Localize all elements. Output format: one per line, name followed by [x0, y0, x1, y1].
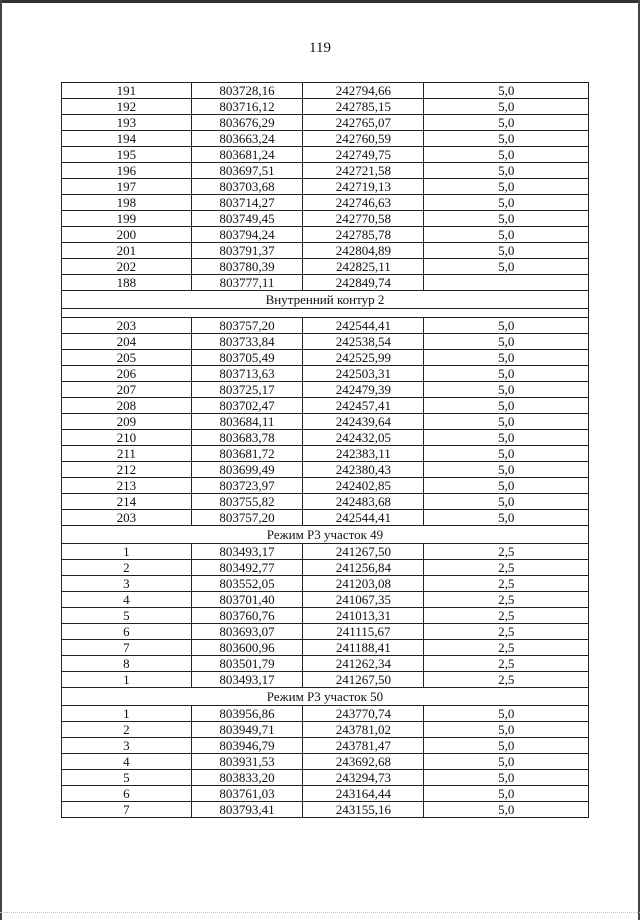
point-number-cell: 5 — [62, 770, 192, 786]
y-coordinate-cell: 242749,75 — [303, 147, 424, 163]
point-number-cell: 193 — [62, 115, 192, 131]
page-bottom-edge — [0, 912, 640, 914]
table-row — [62, 608, 589, 624]
tolerance-cell: 5,0 — [424, 334, 589, 350]
table-row — [62, 592, 589, 608]
x-coordinate-cell: 803946,79 — [191, 738, 302, 754]
tolerance-cell: 2,5 — [424, 576, 589, 592]
y-coordinate-cell: 242503,31 — [303, 366, 424, 382]
y-coordinate-cell: 242439,64 — [303, 414, 424, 430]
spacer-row — [62, 309, 589, 318]
table-row — [62, 334, 589, 350]
x-coordinate-cell: 803683,78 — [191, 430, 302, 446]
tolerance-cell: 2,5 — [424, 624, 589, 640]
tolerance-cell: 5,0 — [424, 131, 589, 147]
coordinates-table-body — [62, 83, 589, 818]
tolerance-cell: 5,0 — [424, 259, 589, 275]
table-row — [62, 414, 589, 430]
y-coordinate-cell: 242794,66 — [303, 83, 424, 99]
point-number-cell: 212 — [62, 462, 192, 478]
section-heading: Режим Р3 участок 49 — [62, 526, 589, 544]
point-number-cell: 6 — [62, 624, 192, 640]
point-number-cell: 202 — [62, 259, 192, 275]
y-coordinate-cell: 241115,67 — [303, 624, 424, 640]
x-coordinate-cell: 803600,96 — [191, 640, 302, 656]
x-coordinate-cell: 803757,20 — [191, 318, 302, 334]
table-row — [62, 640, 589, 656]
table-row — [62, 259, 589, 275]
section-heading: Внутренний контур 2 — [62, 291, 589, 309]
tolerance-cell: 5,0 — [424, 163, 589, 179]
table-row — [62, 576, 589, 592]
tolerance-cell: 2,5 — [424, 544, 589, 560]
tolerance-cell: 5,0 — [424, 722, 589, 738]
point-number-cell: 213 — [62, 478, 192, 494]
point-number-cell: 4 — [62, 754, 192, 770]
x-coordinate-cell: 803794,24 — [191, 227, 302, 243]
tolerance-cell: 5,0 — [424, 382, 589, 398]
y-coordinate-cell: 242544,41 — [303, 318, 424, 334]
tolerance-cell: 5,0 — [424, 398, 589, 414]
point-number-cell: 201 — [62, 243, 192, 259]
tolerance-cell: 2,5 — [424, 656, 589, 672]
point-number-cell: 199 — [62, 211, 192, 227]
page-top-border — [0, 0, 640, 3]
tolerance-cell: 5,0 — [424, 366, 589, 382]
y-coordinate-cell: 242804,89 — [303, 243, 424, 259]
point-number-cell: 3 — [62, 738, 192, 754]
tolerance-cell: 5,0 — [424, 179, 589, 195]
x-coordinate-cell: 803749,45 — [191, 211, 302, 227]
y-coordinate-cell: 242544,41 — [303, 510, 424, 526]
y-coordinate-cell: 242760,59 — [303, 131, 424, 147]
tolerance-cell: 5,0 — [424, 754, 589, 770]
tolerance-cell: 5,0 — [424, 770, 589, 786]
point-number-cell: 211 — [62, 446, 192, 462]
x-coordinate-cell: 803760,76 — [191, 608, 302, 624]
table-row — [62, 131, 589, 147]
table-row — [62, 706, 589, 722]
tolerance-cell: 5,0 — [424, 83, 589, 99]
x-coordinate-cell: 803552,05 — [191, 576, 302, 592]
tolerance-cell: 5,0 — [424, 227, 589, 243]
table-row — [62, 115, 589, 131]
x-coordinate-cell: 803493,17 — [191, 672, 302, 688]
tolerance-cell: 5,0 — [424, 211, 589, 227]
x-coordinate-cell: 803733,84 — [191, 334, 302, 350]
x-coordinate-cell: 803777,11 — [191, 275, 302, 291]
tolerance-cell: 5,0 — [424, 115, 589, 131]
y-coordinate-cell: 242849,74 — [303, 275, 424, 291]
x-coordinate-cell: 803713,63 — [191, 366, 302, 382]
x-coordinate-cell: 803780,39 — [191, 259, 302, 275]
table-row — [62, 99, 589, 115]
x-coordinate-cell: 803728,16 — [191, 83, 302, 99]
section-heading-row — [62, 526, 589, 544]
point-number-cell: 196 — [62, 163, 192, 179]
y-coordinate-cell: 243155,16 — [303, 802, 424, 818]
coordinates-table — [61, 82, 589, 818]
point-number-cell: 1 — [62, 672, 192, 688]
point-number-cell: 214 — [62, 494, 192, 510]
tolerance-cell: 5,0 — [424, 738, 589, 754]
table-row — [62, 656, 589, 672]
tolerance-cell: 5,0 — [424, 318, 589, 334]
tolerance-cell: 5,0 — [424, 195, 589, 211]
point-number-cell: 203 — [62, 510, 192, 526]
table-row — [62, 754, 589, 770]
x-coordinate-cell: 803676,29 — [191, 115, 302, 131]
table-row — [62, 672, 589, 688]
table-row — [62, 318, 589, 334]
table-row — [62, 446, 589, 462]
page-number: 119 — [309, 40, 331, 56]
tolerance-cell: 5,0 — [424, 706, 589, 722]
point-number-cell: 2 — [62, 722, 192, 738]
point-number-cell: 206 — [62, 366, 192, 382]
x-coordinate-cell: 803705,49 — [191, 350, 302, 366]
tolerance-cell: 2,5 — [424, 672, 589, 688]
table-row — [62, 227, 589, 243]
y-coordinate-cell: 242785,78 — [303, 227, 424, 243]
x-coordinate-cell: 803723,97 — [191, 478, 302, 494]
table-row — [62, 350, 589, 366]
x-coordinate-cell: 803757,20 — [191, 510, 302, 526]
y-coordinate-cell: 242825,11 — [303, 259, 424, 275]
tolerance-cell: 2,5 — [424, 592, 589, 608]
tolerance-cell: 5,0 — [424, 802, 589, 818]
y-coordinate-cell: 242402,85 — [303, 478, 424, 494]
table-row — [62, 430, 589, 446]
table-row — [62, 382, 589, 398]
y-coordinate-cell: 242383,11 — [303, 446, 424, 462]
x-coordinate-cell: 803761,03 — [191, 786, 302, 802]
y-coordinate-cell: 241267,50 — [303, 672, 424, 688]
point-number-cell: 2 — [62, 560, 192, 576]
table-row — [62, 802, 589, 818]
point-number-cell: 194 — [62, 131, 192, 147]
table-row — [62, 624, 589, 640]
point-number-cell: 5 — [62, 608, 192, 624]
table-row — [62, 147, 589, 163]
x-coordinate-cell: 803501,79 — [191, 656, 302, 672]
point-number-cell: 4 — [62, 592, 192, 608]
point-number-cell: 8 — [62, 656, 192, 672]
table-row — [62, 179, 589, 195]
section-heading: Режим Р3 участок 50 — [62, 688, 589, 706]
table-row — [62, 478, 589, 494]
point-number-cell: 198 — [62, 195, 192, 211]
x-coordinate-cell: 803701,40 — [191, 592, 302, 608]
x-coordinate-cell: 803663,24 — [191, 131, 302, 147]
y-coordinate-cell: 242538,54 — [303, 334, 424, 350]
point-number-cell: 197 — [62, 179, 192, 195]
y-coordinate-cell: 243770,74 — [303, 706, 424, 722]
tolerance-cell: 5,0 — [424, 243, 589, 259]
tolerance-cell: 5,0 — [424, 430, 589, 446]
point-number-cell: 7 — [62, 802, 192, 818]
x-coordinate-cell: 803699,49 — [191, 462, 302, 478]
section-heading-row — [62, 291, 589, 309]
point-number-cell: 210 — [62, 430, 192, 446]
y-coordinate-cell: 242483,68 — [303, 494, 424, 510]
table-row — [62, 722, 589, 738]
point-number-cell: 200 — [62, 227, 192, 243]
tolerance-cell: 5,0 — [424, 494, 589, 510]
table-row — [62, 163, 589, 179]
tolerance-cell: 5,0 — [424, 478, 589, 494]
y-coordinate-cell: 241203,08 — [303, 576, 424, 592]
table-row — [62, 494, 589, 510]
tolerance-cell: 5,0 — [424, 350, 589, 366]
tolerance-cell — [424, 275, 589, 291]
table-row — [62, 786, 589, 802]
x-coordinate-cell: 803714,27 — [191, 195, 302, 211]
x-coordinate-cell: 803833,20 — [191, 770, 302, 786]
x-coordinate-cell: 803703,68 — [191, 179, 302, 195]
x-coordinate-cell: 803684,11 — [191, 414, 302, 430]
table-row — [62, 560, 589, 576]
x-coordinate-cell: 803681,24 — [191, 147, 302, 163]
table-row — [62, 195, 589, 211]
tolerance-cell: 5,0 — [424, 147, 589, 163]
y-coordinate-cell: 241188,41 — [303, 640, 424, 656]
y-coordinate-cell: 241067,35 — [303, 592, 424, 608]
tolerance-cell: 5,0 — [424, 462, 589, 478]
y-coordinate-cell: 242746,63 — [303, 195, 424, 211]
table-row — [62, 770, 589, 786]
y-coordinate-cell: 243164,44 — [303, 786, 424, 802]
table-row — [62, 510, 589, 526]
table-row — [62, 275, 589, 291]
section-heading-row — [62, 688, 589, 706]
point-number-cell: 7 — [62, 640, 192, 656]
point-number-cell: 1 — [62, 706, 192, 722]
tolerance-cell: 5,0 — [424, 99, 589, 115]
x-coordinate-cell: 803697,51 — [191, 163, 302, 179]
point-number-cell: 192 — [62, 99, 192, 115]
y-coordinate-cell: 242432,05 — [303, 430, 424, 446]
x-coordinate-cell: 803681,72 — [191, 446, 302, 462]
x-coordinate-cell: 803755,82 — [191, 494, 302, 510]
y-coordinate-cell: 241256,84 — [303, 560, 424, 576]
x-coordinate-cell: 803716,12 — [191, 99, 302, 115]
table-row — [62, 738, 589, 754]
tolerance-cell: 5,0 — [424, 446, 589, 462]
point-number-cell: 204 — [62, 334, 192, 350]
page-left-border — [0, 0, 2, 920]
spacer-cell — [62, 309, 589, 318]
x-coordinate-cell: 803791,37 — [191, 243, 302, 259]
point-number-cell: 195 — [62, 147, 192, 163]
x-coordinate-cell: 803725,17 — [191, 382, 302, 398]
point-number-cell: 191 — [62, 83, 192, 99]
point-number-cell: 1 — [62, 544, 192, 560]
x-coordinate-cell: 803949,71 — [191, 722, 302, 738]
y-coordinate-cell: 242380,43 — [303, 462, 424, 478]
point-number-cell: 203 — [62, 318, 192, 334]
y-coordinate-cell: 242719,13 — [303, 179, 424, 195]
y-coordinate-cell: 243781,02 — [303, 722, 424, 738]
tolerance-cell: 5,0 — [424, 414, 589, 430]
y-coordinate-cell: 242525,99 — [303, 350, 424, 366]
y-coordinate-cell: 242765,07 — [303, 115, 424, 131]
y-coordinate-cell: 242721,58 — [303, 163, 424, 179]
table-row — [62, 243, 589, 259]
point-number-cell: 208 — [62, 398, 192, 414]
table-row — [62, 544, 589, 560]
point-number-cell: 207 — [62, 382, 192, 398]
table-row — [62, 462, 589, 478]
x-coordinate-cell: 803702,47 — [191, 398, 302, 414]
y-coordinate-cell: 243781,47 — [303, 738, 424, 754]
point-number-cell: 3 — [62, 576, 192, 592]
table-row — [62, 211, 589, 227]
x-coordinate-cell: 803931,53 — [191, 754, 302, 770]
x-coordinate-cell: 803693,07 — [191, 624, 302, 640]
y-coordinate-cell: 242479,39 — [303, 382, 424, 398]
tolerance-cell: 2,5 — [424, 608, 589, 624]
tolerance-cell: 5,0 — [424, 786, 589, 802]
x-coordinate-cell: 803493,17 — [191, 544, 302, 560]
x-coordinate-cell: 803492,77 — [191, 560, 302, 576]
table-row — [62, 83, 589, 99]
y-coordinate-cell: 242770,58 — [303, 211, 424, 227]
tolerance-cell: 2,5 — [424, 640, 589, 656]
tolerance-cell: 2,5 — [424, 560, 589, 576]
point-number-cell: 188 — [62, 275, 192, 291]
point-number-cell: 205 — [62, 350, 192, 366]
table-row — [62, 366, 589, 382]
x-coordinate-cell: 803956,86 — [191, 706, 302, 722]
point-number-cell: 6 — [62, 786, 192, 802]
tolerance-cell: 5,0 — [424, 510, 589, 526]
table-row — [62, 398, 589, 414]
y-coordinate-cell: 242457,41 — [303, 398, 424, 414]
point-number-cell: 209 — [62, 414, 192, 430]
x-coordinate-cell: 803793,41 — [191, 802, 302, 818]
y-coordinate-cell: 241013,31 — [303, 608, 424, 624]
y-coordinate-cell: 241267,50 — [303, 544, 424, 560]
y-coordinate-cell: 242785,15 — [303, 99, 424, 115]
y-coordinate-cell: 241262,34 — [303, 656, 424, 672]
y-coordinate-cell: 243294,73 — [303, 770, 424, 786]
y-coordinate-cell: 243692,68 — [303, 754, 424, 770]
